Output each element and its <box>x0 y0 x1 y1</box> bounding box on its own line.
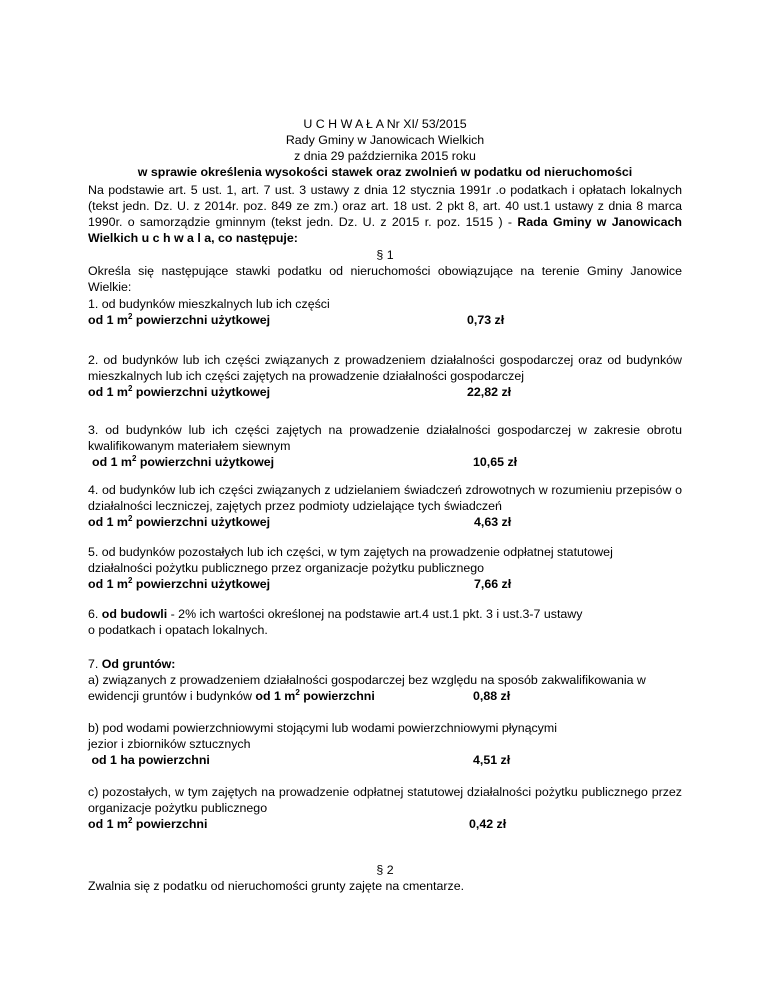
preamble-bold: Rada Gminy w Janowicach Wielkich u c h w a l a, co następuje: <box>88 215 682 245</box>
rate-item-2 <box>88 352 682 400</box>
rate-item-5 <box>88 544 682 592</box>
item-6-bold: od budowli <box>101 607 168 621</box>
resolution-date: z dnia 29 października 2015 roku <box>294 149 476 163</box>
item-6-text: - 2% ich wartości określonej na podstawie art.4 ust.1 pkt. 3 i ust.3-7 ustawy <box>167 607 583 621</box>
rate-item-text: 3. od budynków lub ich części zajętych na prowadzenie działalności gospodarczej w zakresie obrotu kwalifikowanym materiałem siewnym <box>88 423 682 453</box>
rate-item-7c <box>88 784 682 832</box>
rate-item-3 <box>88 422 682 470</box>
rate-item-1 <box>88 296 682 328</box>
rate-unit: od 1 $m^2$ powierzchni użytkowej <box>88 383 271 399</box>
item-6-line2: o podatkach i opatach lokalnych. <box>88 623 268 637</box>
rate-value: 0,42 zł <box>469 817 507 831</box>
section-2-mark: § 2 <box>376 863 394 877</box>
rate-item-text: a) związanych z prowadzeniem działalności gospodarczej bez względu na sposób zakwalifikowania w ewidencji gruntów i budynków <box>88 673 646 703</box>
council-name: Rady Gminy w Janowicach Wielkich <box>285 133 485 147</box>
rate-unit: od 1 $m^2$ powierzchni <box>255 687 375 703</box>
rate-item-text: 2. od budynków lub ich części związanych z prowadzeniem działalności gospodarczej oraz od budynków mieszkalnych lub ich części zajętych na prowadzenie działalności gospodarczej <box>88 353 682 383</box>
rate-unit: od 1 ha powierzchni <box>88 753 210 767</box>
rate-item-6 <box>88 606 682 638</box>
rate-item-7-heading <box>88 656 682 672</box>
rate-item-text: b) pod wodami powierzchniowymi stojącymi lub wodami powierzchniowymi płynącymi jezior i zbiorników sztucznych <box>88 721 557 751</box>
rate-value: 0,88 zł <box>473 689 511 703</box>
item-7-bold: Od gruntów: <box>101 657 176 671</box>
resolution-header <box>88 116 682 180</box>
preamble <box>88 182 682 246</box>
rate-item-4 <box>88 482 682 530</box>
resolution-title: U C H W A Ł A Nr XI/ 53/2015 <box>303 117 467 131</box>
rate-value: 7,66 zł <box>474 577 512 591</box>
rate-value: 22,82 zł <box>467 385 512 399</box>
rate-value: 0,73 zł <box>467 313 505 327</box>
rate-unit: od 1 $m^2$ powierzchni użytkowej <box>88 311 271 327</box>
rate-unit: od 1 $m^2$ powierzchni użytkowej <box>88 513 271 529</box>
section-2-text: Zwalnia się z podatku od nieruchomości grunty zajęte na cmentarze. <box>88 879 465 893</box>
rate-item-text: 1. od budynków mieszkalnych lub ich części <box>88 297 330 311</box>
rate-item-7a <box>88 672 682 704</box>
rate-unit: od 1 $m^2$ powierzchni użytkowej <box>92 453 275 469</box>
rate-value: 10,65 zł <box>473 455 518 469</box>
resolution-subject: w sprawie określenia wysokości stawek oraz zwolnień w podatku od nieruchomości <box>137 165 633 179</box>
rate-value: 4,51 zł <box>473 753 511 767</box>
preamble-text: Na podstawie art. 5 ust. 1, art. 7 ust. 3 ustawy z dnia 12 stycznia 1991r .o podatkach i opłatach lokalnych (tekst jedn. Dz. U. z 2014r. poz. 849 ze zm.) oraz art. 18 ust. 2 pkt 8, art. 40 ust.1 ustawy z dnia 8 marca 1990r. o samorządzie gminnym (tekst jedn. Dz. U. z 2015 r. poz. 1515 ) - <box>88 183 682 229</box>
item-number: 7. <box>88 657 102 671</box>
rate-value: 4,63 zł <box>474 515 512 529</box>
rate-item-7b <box>88 720 682 768</box>
rate-unit: od 1 $m^2$ powierzchni <box>88 815 208 831</box>
item-number: 6. <box>88 607 102 621</box>
section-1-mark: § 1 <box>376 248 394 262</box>
rate-item-text: c) pozostałych, w tym zajętych na prowadzenie odpłatnej statutowej działalności pożytku publicznego przez organizacje pożytku publicznego <box>88 785 682 815</box>
section-1-intro: Określa się następujące stawki podatku od nieruchomości obowiązujące na terenie Gminy Janowice Wielkie: <box>88 264 682 294</box>
rate-unit: od 1 $m^2$ powierzchni użytkowej <box>88 575 271 591</box>
rate-item-text: 5. od budynków pozostałych lub ich części, w tym zajętych na prowadzenie odpłatnej statutowej działalności pożytku publicznego przez organizacje pożytku publicznego <box>88 545 613 575</box>
rate-item-text: 4. od budynków lub ich części związanych z udzielaniem świadczeń zdrowotnych w rozumieniu przepisów o działalności leczniczej, zajętych przez podmioty udzielające tych świadczeń <box>88 483 682 513</box>
